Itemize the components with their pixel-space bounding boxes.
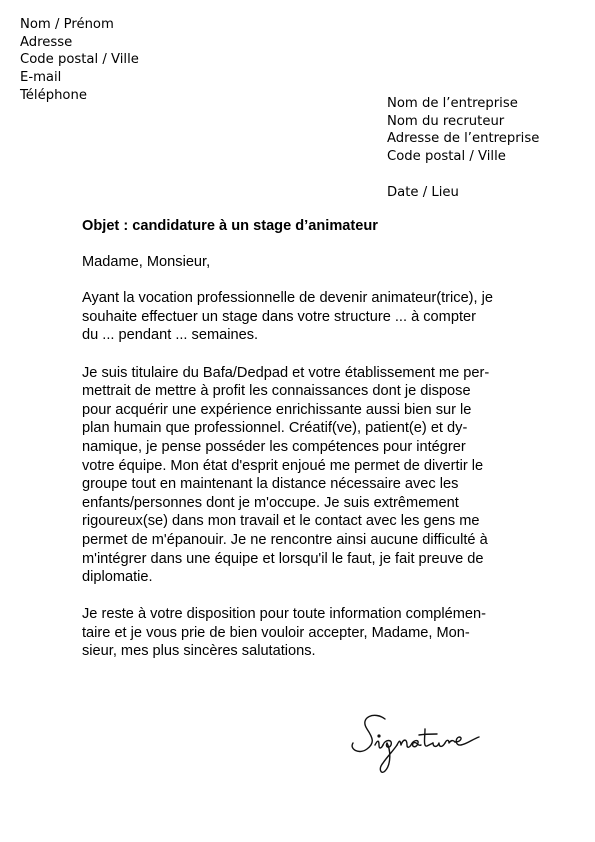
handwritten-signature: [345, 705, 515, 785]
paragraph-line: votre équipe. Mon état d'esprit enjoué me permet de divertir le: [82, 457, 484, 474]
sender-name: Nom / Prénom: [20, 17, 114, 32]
sender-email: E-mail: [20, 70, 62, 86]
letter-body: [82, 217, 522, 680]
paragraph-line: diplomatie.: [82, 569, 153, 586]
paragraph-line: namique, je pense posséder les compétences pour intégrer: [82, 438, 466, 455]
paragraph-line: pour acquérir une expérience enrichissante aussi bien sur le: [82, 401, 472, 418]
paragraph-qualifications: [82, 364, 522, 587]
letter-subject: Objet : candidature à un stage d’animateur: [82, 218, 378, 234]
sender-address: Adresse: [20, 34, 73, 50]
date-place: Date / Lieu: [387, 184, 459, 200]
paragraph-line: plan humain que professionnel. Créatif(ve), patient(e) et dy-: [82, 420, 468, 437]
recipient-postal-city: Code postal / Ville: [387, 149, 506, 165]
paragraph-line: enfants/personnes dont je m'occupe. Je suis extrêmement: [82, 494, 459, 511]
recipient-recruiter: Nom du recruteur: [387, 113, 505, 129]
recipient-company-address: Adresse de l’entreprise: [387, 131, 540, 147]
paragraph-line: Ayant la vocation professionnelle de devenir animateur(trice), je: [82, 290, 494, 307]
paragraph-line: mettrait de mettre à profit les connaissances dont je dispose: [82, 383, 471, 400]
paragraph-line: m'intégrer dans une équipe et lorsqu'il le faut, je fait preuve de: [82, 550, 484, 567]
letter-salutation: Madame, Monsieur,: [82, 253, 211, 270]
sender-block: [20, 16, 139, 105]
paragraph-line: Je reste à votre disposition pour toute information complémen-: [82, 606, 486, 623]
paragraph-closing: [82, 605, 522, 661]
paragraph-line: sieur, mes plus sincères salutations.: [82, 643, 316, 660]
paragraph-line: souhaite effectuer un stage dans votre structure ... à compter: [82, 308, 476, 325]
paragraph-line: du ... pendant ... semaines.: [82, 327, 259, 344]
paragraph-line: groupe tout en maintenant la distance nécessaire avec les: [82, 476, 459, 493]
paragraph-line: permet de m'épanouir. Je ne rencontre ainsi aucune difficulté à: [82, 531, 488, 548]
paragraph-intro: [82, 289, 522, 345]
paragraph-line: taire et je vous prie de bien vouloir accepter, Madame, Mon-: [82, 624, 470, 641]
recipient-block: [387, 95, 539, 202]
paragraph-line: rigoureux(se) dans mon travail et le contact avec les gens me: [82, 513, 480, 530]
sender-phone: Téléphone: [20, 87, 87, 103]
recipient-company: Nom de l’entreprise: [387, 96, 518, 111]
paragraph-line: Je suis titulaire du Bafa/Dedpad et votre établissement me per-: [82, 364, 490, 381]
sender-postal-city: Code postal / Ville: [20, 52, 139, 68]
